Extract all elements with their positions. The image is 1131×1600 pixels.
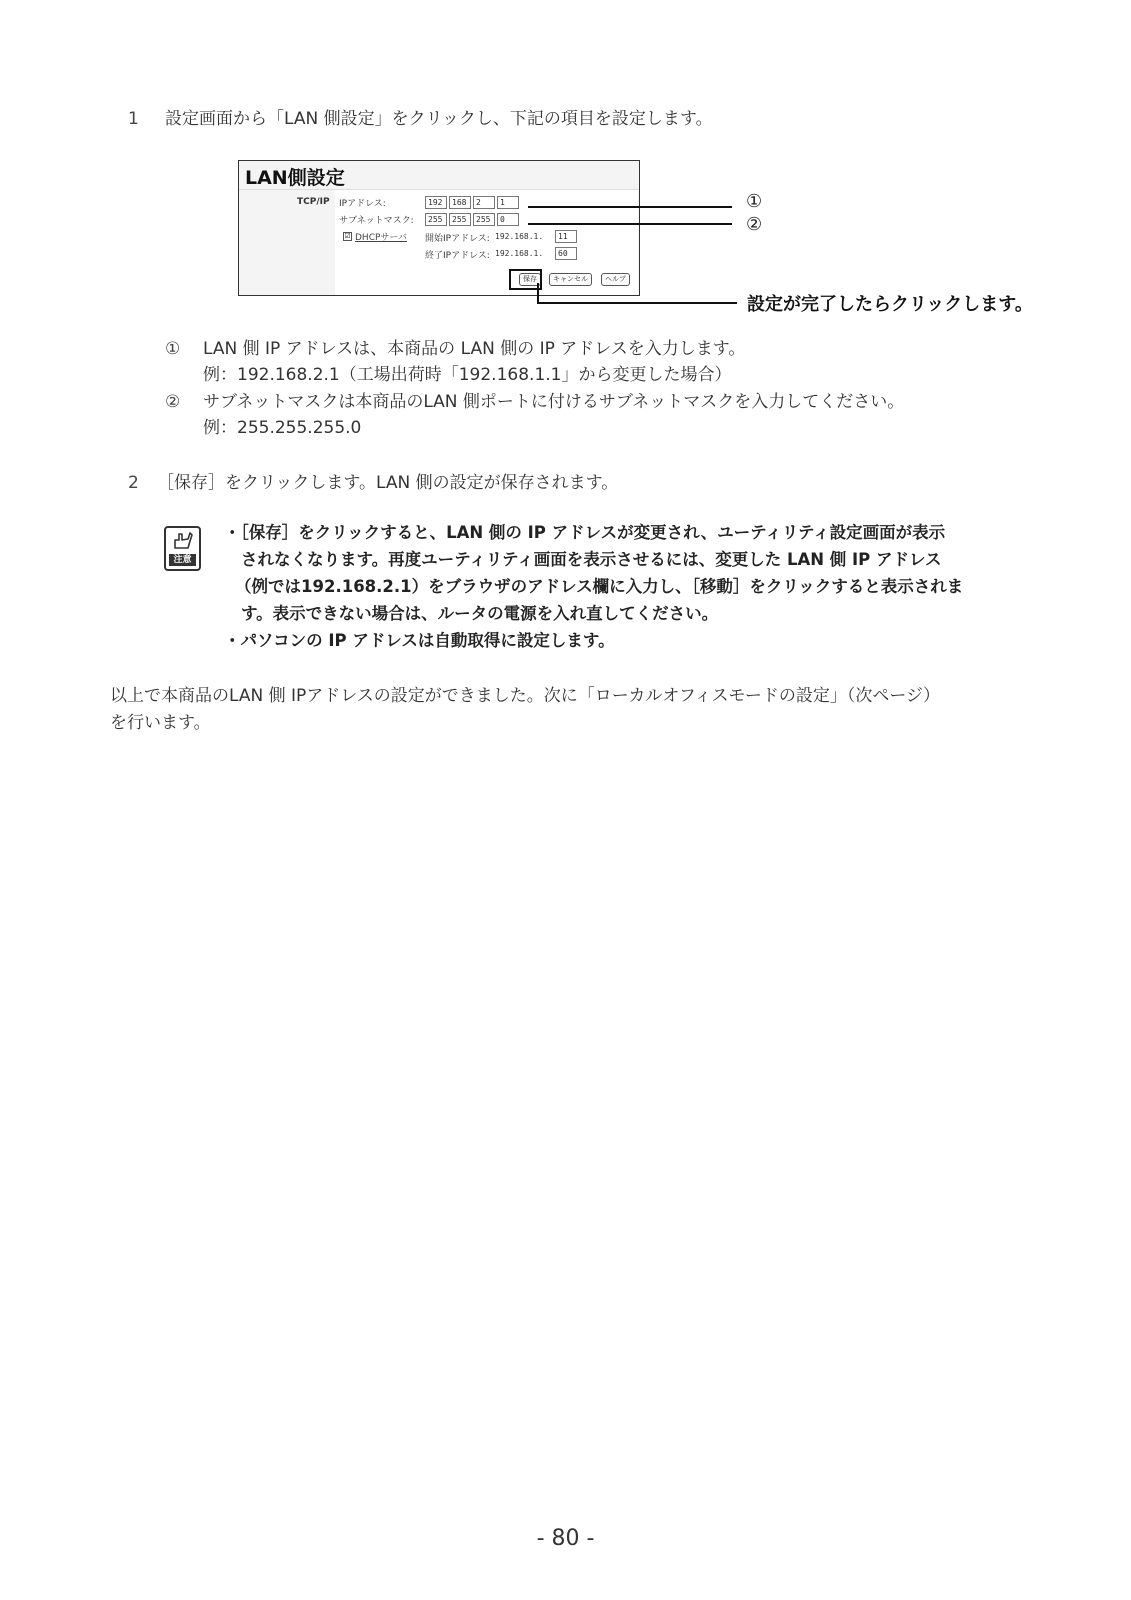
step1-number: 1 [128,109,139,129]
ip-octet-2[interactable]: 168 [449,196,471,209]
lan-settings-screenshot [238,160,640,296]
ip-octet-4[interactable]: 1 [497,196,519,209]
start-ip-prefix: 192.168.1. [495,232,544,241]
caution-line-3: （例では192.168.2.1）をブラウザのアドレス欄に入力し、［移動］をクリックすると表示されま [235,577,964,596]
summary-line-2: を行います。 [110,713,211,733]
callout-marker-1: ① [746,191,763,212]
end-ip-label: 終了IPアドレス: [425,251,490,261]
callout-line-3-vertical [537,283,539,303]
step1-text: 設定画面から「LAN 側設定」をクリックし、下記の項目を設定します。 [165,109,713,129]
step2-text: ［保存］をクリックします。LAN 側の設定が保存されます。 [157,473,619,493]
end-ip-prefix: 192.168.1. [495,249,544,258]
item-2-marker: ② [165,392,181,412]
summary-line-1: 以上で本商品のLAN 側 IPアドレスの設定ができました。次に「ローカルオフィスモードの設定」（次ページ） [110,686,941,706]
caution-label: 注意 [169,554,196,566]
ip-address-label: IPアドレス: [339,199,386,209]
item-2-line-1: サブネットマスクは本商品のLAN 側ポートに付けるサブネットマスクを入力してください。 [203,392,905,412]
caution-line-2: されなくなります。再度ユーティリティ画面を表示させるには、変更した LAN 側 IP アドレス [241,550,942,569]
item-2-line-2: 例：255.255.255.0 [203,418,362,438]
section-label: TCP/IP [297,197,330,207]
item-1-line-1: LAN 側 IP アドレスは、本商品の LAN 側の IP アドレスを入力します。 [203,339,746,359]
dhcp-server-link[interactable]: DHCPサーバ [355,233,407,243]
step2-number: 2 [128,473,139,493]
help-button[interactable]: ヘルプ [601,273,630,286]
item-1-line-2: 例：192.168.2.1（工場出荷時「192.168.1.1」から変更した場合） [203,365,732,385]
subnet-octet-4[interactable]: 0 [497,213,519,226]
end-ip-input[interactable]: 60 [555,247,577,260]
cancel-button[interactable]: キャンセル [549,273,592,286]
screenshot-title: LAN側設定 [245,167,345,189]
item-1-marker: ① [165,339,181,359]
callout-line-1 [528,206,732,208]
start-ip-input[interactable]: 11 [555,230,577,243]
page-number: - 80 - [536,1526,595,1551]
subnet-octet-2[interactable]: 255 [449,213,471,226]
ip-octet-1[interactable]: 192 [425,196,447,209]
subnet-mask-label: サブネットマスク: [339,216,414,226]
callout-line-3 [537,302,737,304]
dhcp-checkbox[interactable]: ☑ [344,232,351,240]
subnet-octet-3[interactable]: 255 [473,213,495,226]
callout-marker-2: ② [746,214,763,235]
caution-icon [164,526,201,571]
ip-octet-3[interactable]: 2 [473,196,495,209]
save-button[interactable]: 保存 [519,273,541,286]
caution-line-1: ・［保存］をクリックすると、LAN 側の IP アドレスが変更され、ユーティリティ設定画面が表示 [224,523,946,542]
callout-line-2 [528,223,732,225]
caution-line-4: す。表示できない場合は、ルータの電源を入れ直してください。 [241,604,719,623]
subnet-octet-1[interactable]: 255 [425,213,447,226]
start-ip-label: 開始IPアドレス: [425,234,490,244]
pointing-hand-icon [172,531,194,551]
click-when-done-label: 設定が完了したらクリックします。 [747,294,1033,315]
caution-line-5: ・パソコンの IP アドレスは自動取得に設定します。 [224,631,615,650]
